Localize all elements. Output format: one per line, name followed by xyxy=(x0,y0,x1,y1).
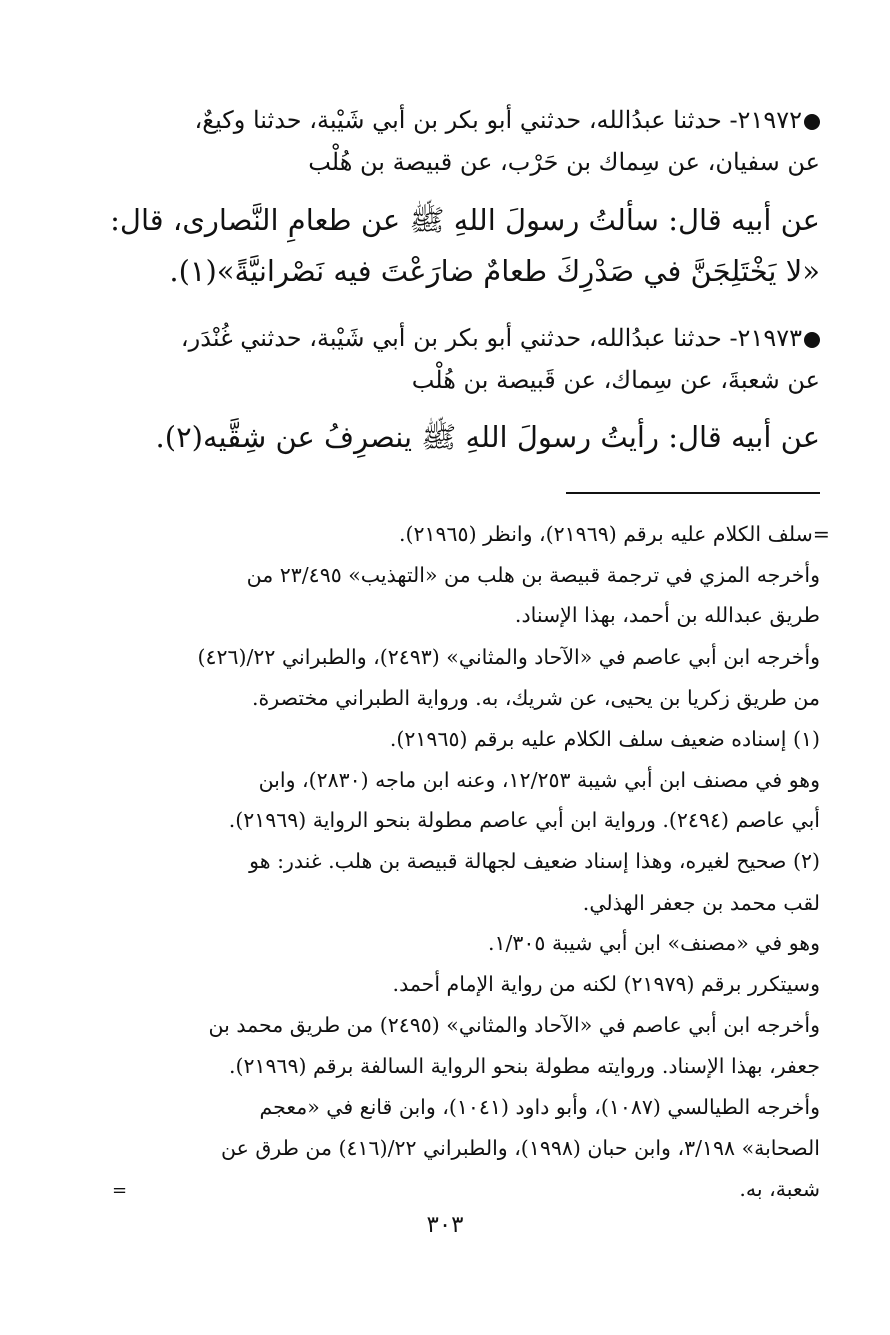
footnote-line-4: وأخرجه ابن أبي عاصم في «الآحاد والمثاني» (٢٤٩٣)، والطبراني ٢٢/(٤٢٦) xyxy=(197,645,820,669)
footnote-line-6: (١) إسناده ضعيف سلف الكلام عليه برقم (٢١٩٦٥). xyxy=(389,727,820,751)
hadith-1-isnad-line-1: ٢١٩٧٢- حدثنا عبدُالله، حدثني أبو بكر بن أبي شَيْبة، حدثنا وكيعٌ، xyxy=(195,106,820,134)
footnote-line-11: وهو في «مصنف» ابن أبي شيبة ١/٣٠٥. xyxy=(487,931,820,955)
footnote-line-1: =سلف الكلام عليه برقم (٢١٩٦٩)، وانظر (٢١٩٦٥). xyxy=(399,522,830,546)
hadith-1-matn-line-1: عن أبيه قال: سألتُ رسولَ اللهِ ﷺ عن طعامِ النَّصارى، قال: xyxy=(110,203,820,237)
footnote-line-7: وهو في مصنف ابن أبي شيبة ١٢/٢٥٣، وعنه ابن ماجه (٢٨٣٠)، وابن xyxy=(258,768,820,792)
footnote-line-14: جعفر، بهذا الإسناد. وروايته مطولة بنحو الرواية السالفة برقم (٢١٩٦٩). xyxy=(228,1054,820,1078)
hadith-1-matn-line-2: «لا يَخْتَلِجَنَّ في صَدْرِكَ طعامٌ ضارَعْتَ فيه نَصْرانيَّةً»(١). xyxy=(169,254,820,288)
footnote-separator xyxy=(566,492,820,494)
hadith-2-matn-line-1: عن أبيه قال: رأيتُ رسولَ اللهِ ﷺ ينصرِفُ عن شِقَّيه(٢). xyxy=(155,420,820,454)
hadith-2-isnad-line-1: ٢١٩٧٣- حدثنا عبدُالله، حدثني أبو بكر بن أبي شَيْبة، حدثني غُنْدَر، xyxy=(181,324,820,352)
footnote-line-12: وسيتكرر برقم (٢١٩٧٩) لكنه من رواية الإمام أحمد. xyxy=(392,972,820,996)
footnote-line-3: طريق عبدالله بن أحمد، بهذا الإسناد. xyxy=(514,603,820,627)
footnote-line-13: وأخرجه ابن أبي عاصم في «الآحاد والمثاني» (٢٤٩٥) من طريق محمد بن xyxy=(208,1013,820,1037)
continuation-mark: = xyxy=(112,1180,128,1201)
footnote-line-5: من طريق زكريا بن يحيى، عن شريك، به. ورواية الطبراني مختصرة. xyxy=(252,686,820,710)
bullet-icon xyxy=(804,332,820,348)
footnote-line-9: (٢) صحيح لغيره، وهذا إسناد ضعيف لجهالة قبيصة بن هلب. غندر: هو xyxy=(249,849,820,873)
hadith-2-isnad-line-2: عن شعبةَ، عن سِماك، عن قَبيصة بن هُلْب xyxy=(411,366,820,394)
page-number: ٣٠٣ xyxy=(426,1212,464,1238)
bullet-icon xyxy=(804,114,820,130)
hadith-1-isnad-line-2: عن سفيان، عن سِماك بن حَرْب، عن قبيصة بن هُلْب xyxy=(308,148,820,176)
footnote-line-2: وأخرجه المزي في ترجمة قبيصة بن هلب من «التهذيب» ٢٣/٤٩٥ من xyxy=(246,563,820,587)
footnote-line-8: أبي عاصم (٢٤٩٤). ورواية ابن أبي عاصم مطولة بنحو الرواية (٢١٩٦٩). xyxy=(228,808,820,832)
footnote-line-10: لقب محمد بن جعفر الهذلي. xyxy=(582,891,820,915)
footnote-line-17: شعبة، به. xyxy=(739,1177,820,1201)
footnote-line-15: وأخرجه الطيالسي (١٠٨٧)، وأبو داود (١٠٤١)، وابن قانع في «معجم xyxy=(259,1095,820,1119)
footnote-line-16: الصحابة» ٣/١٩٨، وابن حبان (١٩٩٨)، والطبراني ٢٢/(٤١٦) من طرق عن xyxy=(221,1136,820,1160)
